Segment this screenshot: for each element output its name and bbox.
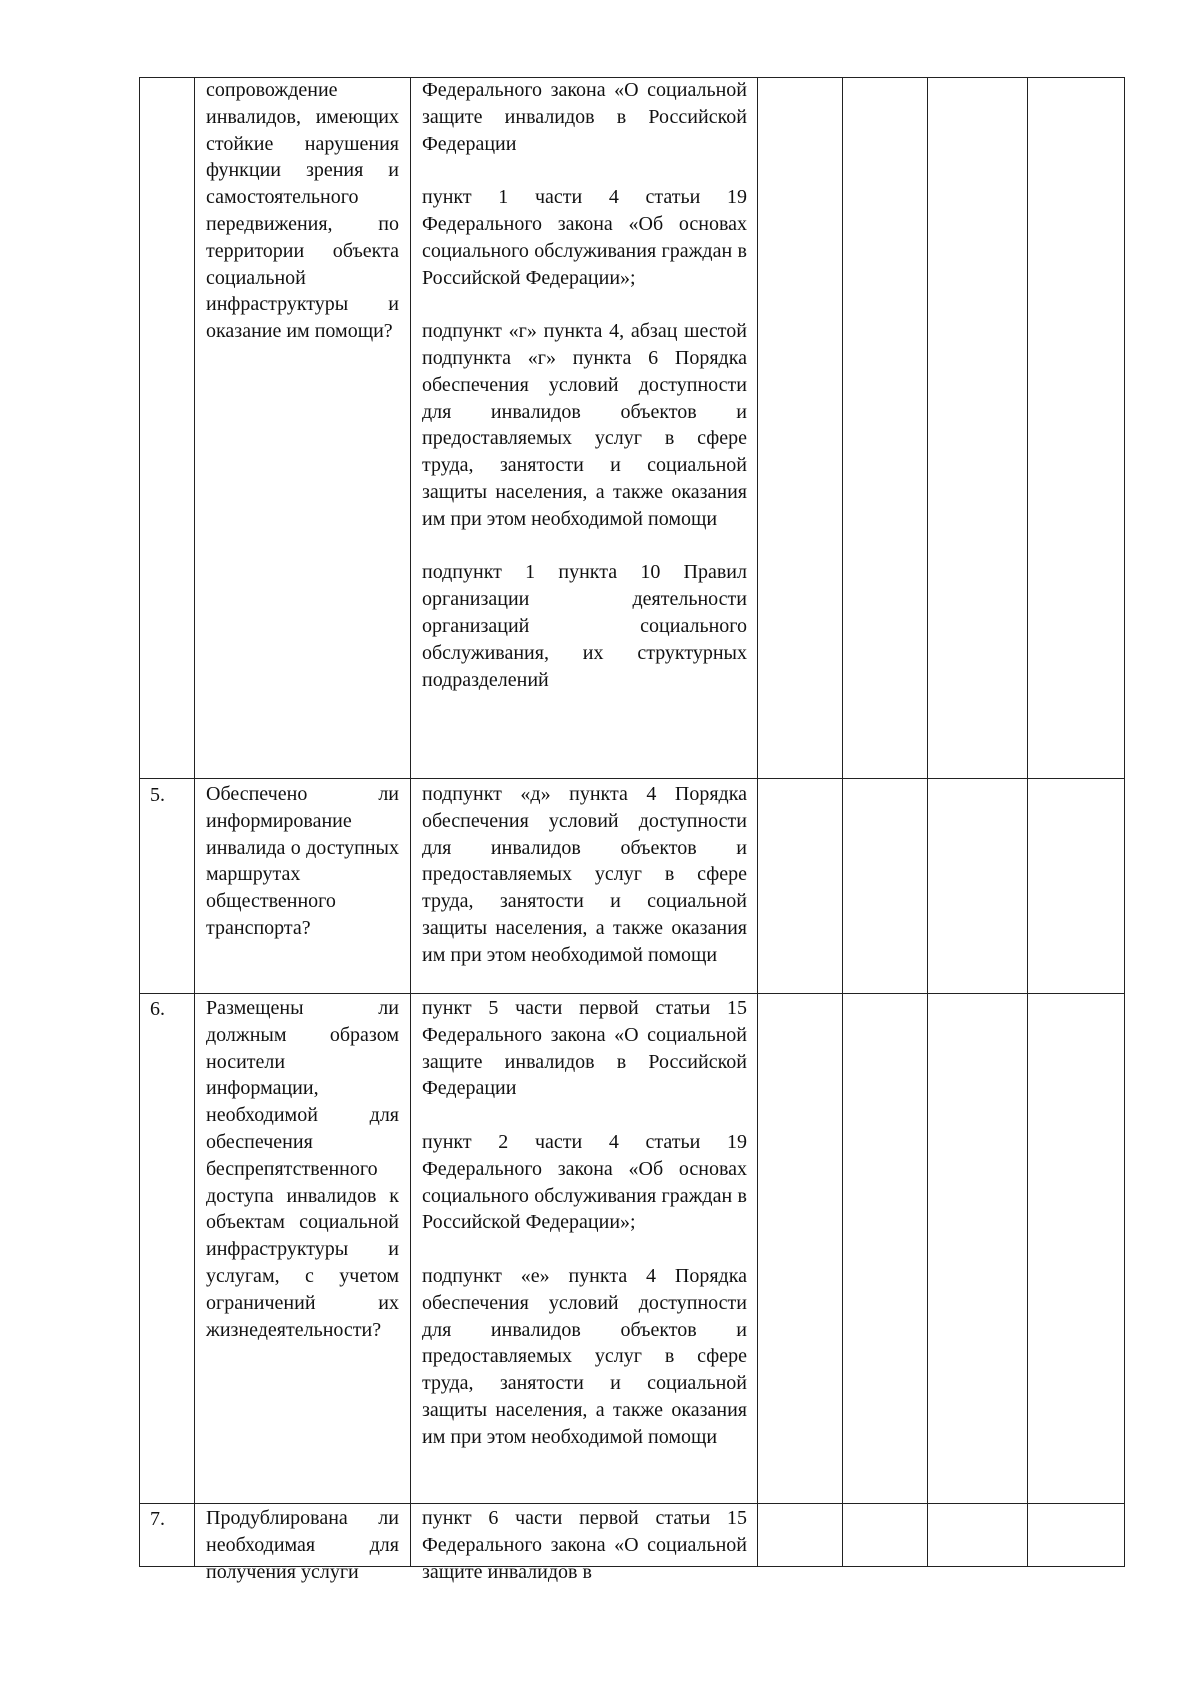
basis-paragraph: подпункт 1 пункта 10 Правил организации деятельности организаций социального обслуживания, их структурных подразделений xyxy=(422,561,747,691)
row-divider xyxy=(140,993,1124,994)
column-divider xyxy=(194,78,195,1566)
column-divider xyxy=(927,78,928,1566)
checklist-table xyxy=(139,77,1125,1583)
row-divider xyxy=(140,1503,1124,1504)
row-continuation-basis xyxy=(422,77,747,777)
question-text: Продублирована ли необходимая для получения услуги xyxy=(206,1507,399,1583)
row-number: 7. xyxy=(150,1508,165,1530)
row-continuation-question xyxy=(206,77,399,777)
column-divider xyxy=(842,78,843,1566)
basis-paragraph: подпункт «г» пункта 4, абзац шестой подпункта «г» пункта 6 Порядка обеспечения условий доступности для инвалидов объектов и предоставляемых услуг в сфере труда, занятости и социальной защиты населения, а также оказания им при этом необходимой помощи xyxy=(422,320,747,530)
row-5-question xyxy=(206,781,399,991)
row-6-question xyxy=(206,995,399,1501)
question-text: Размещены ли должным образом носители информации, необходимой для обеспечения беспрепятственного доступа инвалидов к объектам социальной инфраструктуры и услугам, с учетом ограничений их жизнедеятельности? xyxy=(206,997,399,1341)
row-5-basis xyxy=(422,781,747,991)
row-number: 5. xyxy=(150,784,165,806)
column-divider xyxy=(757,78,758,1566)
basis-paragraph: подпункт «е» пункта 4 Порядка обеспечения условий доступности для инвалидов объектов и предоставляемых услуг в сфере труда, занятости и социальной защиты населения, а также оказания им при этом необходимой помощи xyxy=(422,1264,747,1448)
column-divider xyxy=(1027,78,1028,1566)
basis-paragraph: пункт 5 части первой статьи 15 Федерального закона «О социальной защите инвалидов в Российской Федерации xyxy=(422,997,747,1100)
row-6-basis xyxy=(422,995,747,1501)
column-divider xyxy=(410,78,411,1566)
basis-paragraph: Федерального закона «О социальной защите инвалидов в Российской Федерации xyxy=(422,79,747,155)
basis-paragraph: пункт 1 части 4 статьи 19 Федерального закона «Об основах социального обслуживания граждан в Российской Федерации»; xyxy=(422,186,747,289)
basis-paragraph: пункт 2 части 4 статьи 19 Федерального закона «Об основах социального обслуживания граждан в Российской Федерации»; xyxy=(422,1130,747,1234)
row-number: 6. xyxy=(150,998,165,1020)
question-text: сопровождение инвалидов, имеющих стойкие нарушения функции зрения и самостоятельного передвижения, по территории объекта социальной инфраструктуры и оказание им помощи? xyxy=(206,79,399,343)
row-divider xyxy=(140,778,1124,779)
row-7-question xyxy=(206,1505,399,1583)
row-7-basis xyxy=(422,1505,747,1583)
question-text: Обеспечено ли информирование инвалида о доступных маршрутах общественного транспорта? xyxy=(206,783,399,939)
basis-paragraph: подпункт «д» пункта 4 Порядка обеспечения условий доступности для инвалидов объектов и предоставляемых услуг в сфере труда, занятости и социальной защиты населения, а также оказания им при этом необходимой помощи xyxy=(422,783,747,966)
basis-paragraph: пункт 6 части первой статьи 15 Федерального закона «О социальной защите инвалидов в xyxy=(422,1507,747,1583)
